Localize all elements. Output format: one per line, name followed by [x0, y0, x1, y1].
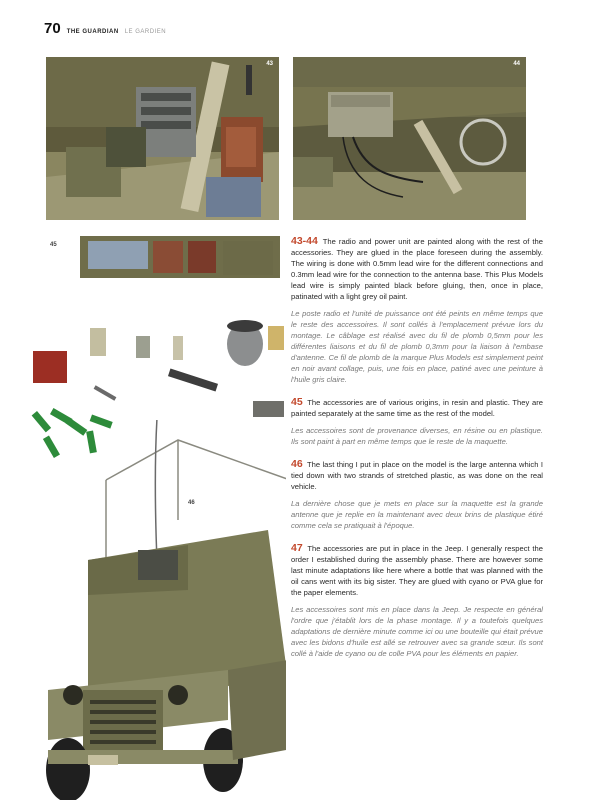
photo-43-image: [46, 57, 279, 220]
section-47-en: [291, 543, 543, 598]
section-45-en: [291, 397, 543, 419]
photo-43-number: 43: [266, 61, 273, 67]
section-43-44-fr: Le poste radio et l'unité de puissance ont été peints en même temps que le reste des accessoires. Il sont collés à l'emplacement prévue lors du montage. Le câblage est réalisé avec du fil de plomb 0,5mm pour les différentes liaisons et du fil de plomb 0,3mm pour la liaison à l'embase d'antenne. Ce fil de plomb de la marque Plus Models est simplement peint en noir avant collage, puis, une fois en place, patiné avec une peinture à l'huile gris claire.: [291, 309, 543, 384]
section-47-text: The accessories are put in place in the Jeep. I generally respect the order I established during the assembly phase. There are however some last minute adaptations like here where a bottle that was planned with the oil cans went with its big sister. They are glued with cyano or PVA glue for the paper elements.: [291, 544, 543, 597]
section-45-text: The accessories are of various origins, in resin and plastic. They are painted separately at the same time as the rest of the model.: [291, 398, 543, 418]
section-43-44-number: 43-44: [291, 235, 318, 247]
photo-45-number: 45: [50, 242, 57, 248]
photo-46-image: [28, 420, 286, 800]
magazine-title-fr: LE GARDIEN: [124, 29, 167, 35]
section-43-44-text: The radio and power unit are painted along with the rest of the accessories. They are glued in the place foreseen during the assembly. The wiring is done with 0.5mm lead wire for the different connections and 0.3mm lead wire for the connection to the antenna base. This Plus Models lead wire is simply painted black before gluing, then, once in place, patinated with a light grey oil paint.: [291, 237, 543, 301]
section-46-number: 46: [291, 458, 303, 470]
page-header: [44, 20, 166, 36]
section-47-number: 47: [291, 542, 303, 554]
photo-43: [46, 57, 279, 220]
section-46-text: The last thing I put in place on the model is the large antenna which I tied down with two strands of stretched plastic, as was done on the real vehicle.: [291, 460, 543, 491]
section-43-44-en: [291, 236, 543, 302]
photo-44: [293, 57, 526, 220]
photo-44-number: 44: [513, 61, 520, 67]
section-46-en: [291, 459, 543, 492]
section-47-fr: Les accessoires sont mis en place dans la Jeep. Je respecte en général l'ordre que j'établit lors de la phase montage. Il y a toutefois quelques adaptations de dernière minute comme ici ou une bouteille qui était prévue avec les bidons d'huile est allé se retrouver avec sa grande sœur. Ils sont collé à l'aide de cyano ou de colle PVA pour les éléments en papier.: [291, 605, 543, 658]
section-45-fr: Les accessoires sont de provenance diverses, en résine ou en plastique. Ils sont paint à part en même temps que le reste de la maquette.: [291, 426, 543, 446]
photo-46: [28, 420, 286, 800]
section-45-number: 45: [291, 396, 303, 408]
page-number: 70: [44, 20, 61, 37]
photo-44-image: [293, 57, 526, 220]
article-text: [291, 236, 543, 671]
section-46-fr: La dernière chose que je mets en place sur la maquette est la grande antenne que je replie en la maintenant avec deux brins de plastique étiré comme cela se pratiquait à l'époque.: [291, 499, 543, 530]
photo-46-number: 46: [188, 500, 195, 506]
magazine-title: THE GUARDIAN: [66, 29, 119, 35]
